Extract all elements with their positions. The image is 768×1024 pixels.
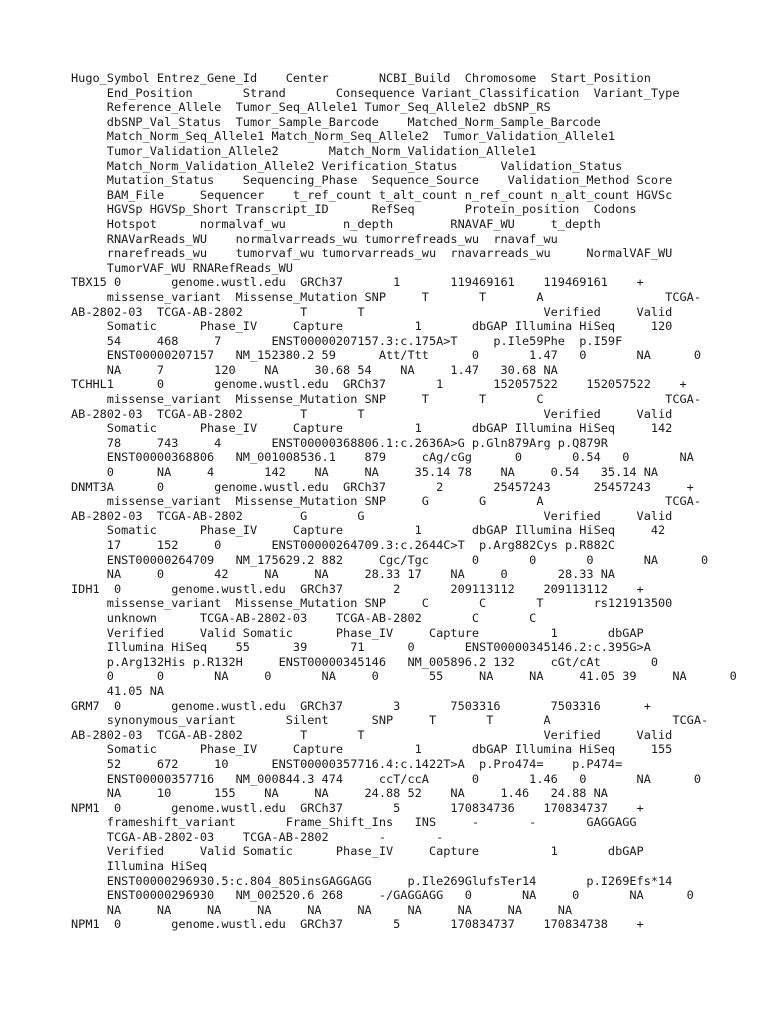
text-line: NA 10 155 NA NA 24.88 52 NA 1.46 24.88 NA [71, 786, 608, 801]
text-line: HGVSp HGVSp_Short Transcript_ID RefSeq Protein_position Codons [71, 202, 637, 217]
text-line: AB-2802-03 TCGA-AB-2802 T T Verified Valid [71, 727, 673, 742]
text-line: Hugo_Symbol Entrez_Gene_Id Center NCBI_Build Chromosome Start_Position [71, 71, 651, 85]
text-line: AB-2802-03 TCGA-AB-2802 T T Verified Valid [71, 304, 673, 319]
text-line: Match_Norm_Validation_Allele2 Verification_Status Validation_Status [71, 158, 623, 173]
text-line: missense_variant Missense_Mutation SNP T T C TCGA- [71, 392, 701, 407]
text-line: missense_variant Missense_Mutation SNP C C T rs121913500 [71, 596, 673, 611]
text-line: AB-2802-03 TCGA-AB-2802 T T Verified Valid [71, 406, 673, 421]
text-line: TBX15 0 genome.wustl.edu GRCh37 1 119469161 119469161 + [71, 275, 644, 290]
text-line: 78 743 4 ENST00000368806.1:c.2636A>G p.Gln879Arg p.Q879R [71, 435, 608, 450]
text-line: Somatic Phase_IV Capture 1 dbGAP Illumina HiSeq 155 [71, 742, 673, 757]
text-line: missense_variant Missense_Mutation SNP G G A TCGA- [71, 494, 701, 509]
text-line: Mutation_Status Sequencing_Phase Sequence_Source Validation_Method Score [71, 173, 673, 188]
text-line: BAM_File Sequencer t_ref_count t_alt_count n_ref_count n_alt_count HGVSc [71, 187, 673, 202]
text-line: Match_Norm_Seq_Allele1 Match_Norm_Seq_Allele2 Tumor_Validation_Allele1 [71, 129, 616, 144]
text-line: End_Position Strand Consequence Variant_Classification Variant_Type [71, 85, 680, 100]
text-line: TumorVAF_WU RNARefReads_WU [71, 260, 293, 275]
text-line: frameshift_variant Frame_Shift_Ins INS - - GAGGAGG [71, 815, 637, 830]
text-line: TCGA-AB-2802-03 TCGA-AB-2802 - - [71, 829, 444, 844]
text-line: NA 7 120 NA 30.68 54 NA 1.47 30.68 NA [71, 362, 558, 377]
text-line: DNMT3A 0 genome.wustl.edu GRCh37 2 25457243 25457243 + [71, 479, 694, 494]
text-line: missense_variant Missense_Mutation SNP T T A TCGA- [71, 289, 701, 304]
text-line: rnarefreads_wu tumorvaf_wu tumorvarreads_wu rnavarreads_wu NormalVAF_WU [71, 246, 673, 261]
text-line: p.Arg132His p.R132H ENST00000345146 NM_005896.2 132 cGt/cAt 0 [71, 654, 659, 669]
text-line: Reference_Allele Tumor_Seq_Allele1 Tumor_Seq_Allele2 dbSNP_RS [71, 100, 551, 115]
document-text [71, 71, 737, 932]
text-line: ENST00000368806 NM_001008536.1 879 cAg/cGg 0 0.54 0 NA [71, 450, 694, 465]
text-line: IDH1 0 genome.wustl.edu GRCh37 2 209113112 209113112 + [71, 581, 644, 596]
text-line: ENST00000296930.5:c.804_805insGAGGAGG p.Ile269GlufsTer14 p.I269Efs*14 [71, 873, 673, 888]
text-line: Somatic Phase_IV Capture 1 dbGAP Illumina HiSeq 42 [71, 523, 666, 538]
text-line: AB-2802-03 TCGA-AB-2802 G G Verified Valid [71, 508, 673, 523]
text-line: 0 NA 4 142 NA NA 35.14 78 NA 0.54 35.14 NA [71, 465, 659, 480]
text-line: NPM1 0 genome.wustl.edu GRCh37 5 170834736 170834737 + [71, 800, 644, 815]
text-line: 0 0 NA 0 NA 0 55 NA NA 41.05 39 NA 0 [71, 669, 737, 684]
text-line: RNAVarReads_WU normalvarreads_wu tumorrefreads_wu rnavaf_wu [71, 231, 558, 246]
text-line: Somatic Phase_IV Capture 1 dbGAP Illumina HiSeq 142 [71, 421, 673, 436]
text-line: ENST00000207157 NM_152380.2 59 Att/Ttt 0 1.47 0 NA 0 [71, 348, 701, 363]
text-line: Tumor_Validation_Allele2 Match_Norm_Validation_Allele1 [71, 143, 537, 158]
text-line: GRM7 0 genome.wustl.edu GRCh37 3 7503316 7503316 + [71, 698, 651, 713]
text-line: NPM1 0 genome.wustl.edu GRCh37 5 170834737 170834738 + [71, 917, 644, 932]
text-line: Illumina HiSeq 55 39 71 0 ENST00000345146.2:c.395G>A [71, 640, 651, 655]
text-line: Verified Valid Somatic Phase_IV Capture 1 dbGAP [71, 625, 644, 640]
text-line: Somatic Phase_IV Capture 1 dbGAP Illumina HiSeq 120 [71, 319, 673, 334]
text-line: synonymous_variant Silent SNP T T A TCGA- [71, 713, 709, 728]
text-line: 54 468 7 ENST00000207157.3:c.175A>T p.Ile59Phe p.I59F [71, 333, 623, 348]
text-line: unknown TCGA-AB-2802-03 TCGA-AB-2802 C C [71, 610, 537, 625]
text-line: 52 672 10 ENST00000357716.4:c.1422T>A p.Pro474= p.P474= [71, 756, 623, 771]
text-line: 41.05 NA [71, 683, 165, 698]
text-line: ENST00000357716 NM_000844.3 474 ccT/ccA 0 1.46 0 NA 0 [71, 771, 701, 786]
text-line: TCHHL1 0 genome.wustl.edu GRCh37 1 152057522 152057522 + [71, 377, 687, 392]
text-line: dbSNP_Val_Status Tumor_Sample_Barcode Matched_Norm_Sample_Barcode [71, 114, 601, 129]
text-line: Illumina HiSeq [71, 859, 208, 874]
text-line: NA NA NA NA NA NA NA NA NA NA [71, 902, 573, 917]
text-line: 17 152 0 ENST00000264709.3:c.2644C>T p.Arg882Cys p.R882C [71, 538, 616, 552]
text-line: ENST00000264709 NM_175629.2 882 Cgc/Tgc 0 0 0 NA 0 [71, 552, 709, 567]
text-line: Verified Valid Somatic Phase_IV Capture 1 dbGAP [71, 844, 644, 859]
text-line: NA 0 42 NA NA 28.33 17 NA 0 28.33 NA [71, 567, 616, 582]
text-line: ENST00000296930 NM_002520.6 268 -/GAGGAGG 0 NA 0 NA 0 [71, 888, 694, 903]
text-line: Hotspot normalvaf_wu n_depth RNAVAF_WU t_depth [71, 216, 601, 231]
